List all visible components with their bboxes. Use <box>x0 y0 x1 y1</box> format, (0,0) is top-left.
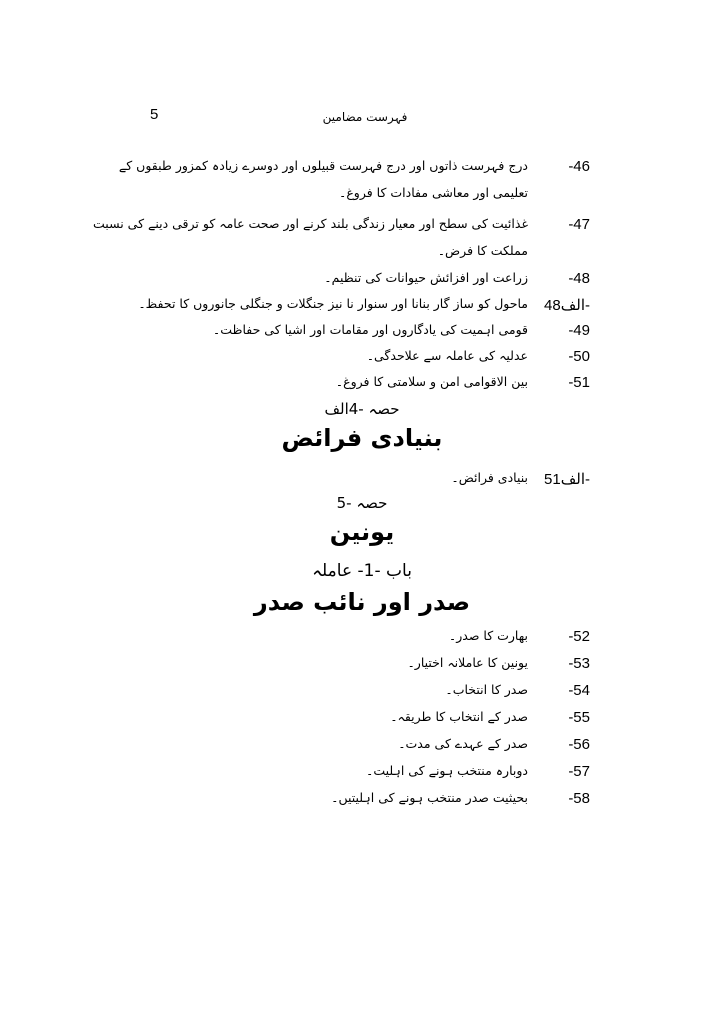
entry-text: ماحول کو ساز گار بنانا اور سنوار نا نیز جنگلات و جنگلی جانوروں کا تحفظ۔ <box>138 296 528 311</box>
entry-number: -50 <box>568 348 590 365</box>
section-subtitle: صدر اور نائب صدر <box>253 588 471 616</box>
entry-text: غذائیت کی سطح اور معیار زندگی بلند کرنے اور صحت عامہ کو ترقی دینے کی نسبت مملکت کا فرض۔ <box>93 216 528 258</box>
entry-number: -57 <box>568 763 590 780</box>
page-header: فہرست مضامین <box>322 110 408 124</box>
entry-text: قومی اہمیت کی یادگاروں اور مقامات اور اشیا کی حفاظت۔ <box>212 322 528 337</box>
entry-text: یونین کا عاملانہ اختیار۔ <box>407 655 528 670</box>
entry-number: -49 <box>568 322 590 339</box>
entry-text: عدلیہ کی عاملہ سے علاحدگی۔ <box>366 348 528 363</box>
entry-number: -52 <box>568 628 590 645</box>
entry-number: -53 <box>568 655 590 672</box>
entry-number: -48 <box>568 270 590 287</box>
entry-number: 51الف- <box>544 471 590 488</box>
entry-number: -46 <box>568 158 590 175</box>
entry-text: درج فہرست ذاتوں اور درج فہرست قبیلوں اور دوسرے زیادہ کمزور طبقوں کے تعلیمی اور معاشی مفادات کا فروغ۔ <box>118 158 528 200</box>
part-4a-title: بنیادی فرائض <box>281 424 443 452</box>
part-5-title: یونین <box>329 518 395 546</box>
entry-text: صدر کے عہدے کی مدت۔ <box>398 736 528 751</box>
entry-number: -51 <box>568 374 590 391</box>
entry-number: -56 <box>568 736 590 753</box>
entry-text: بھارت کا صدر۔ <box>448 628 528 643</box>
part-4a-label: حصہ -4الف <box>324 400 400 418</box>
part-5-label: حصہ -5 <box>336 494 388 512</box>
entry-text: زراعت اور افزائش حیوانات کی تنظیم۔ <box>324 270 528 285</box>
entry-number: -47 <box>568 216 590 233</box>
entry-number: -54 <box>568 682 590 699</box>
entry-text: صدر کا انتخاب۔ <box>445 682 528 697</box>
entry-number: -55 <box>568 709 590 726</box>
chapter-heading: باب -1- عاملہ <box>312 561 412 581</box>
entry-text: بنیادی فرائض۔ <box>451 470 528 485</box>
entry-number: 48الف- <box>544 297 590 314</box>
entry-text: صدر کے انتخاب کا طریقہ۔ <box>390 709 528 724</box>
entry-number: -58 <box>568 790 590 807</box>
entry-text: بین الاقوامی امن و سلامتی کا فروغ۔ <box>335 374 528 389</box>
entry-text: دوبارہ منتخب ہونے کی اہلیت۔ <box>366 763 528 778</box>
page-number: 5 <box>150 106 159 123</box>
entry-text: بحیثیت صدر منتخب ہونے کی اہلیتیں۔ <box>331 790 528 805</box>
